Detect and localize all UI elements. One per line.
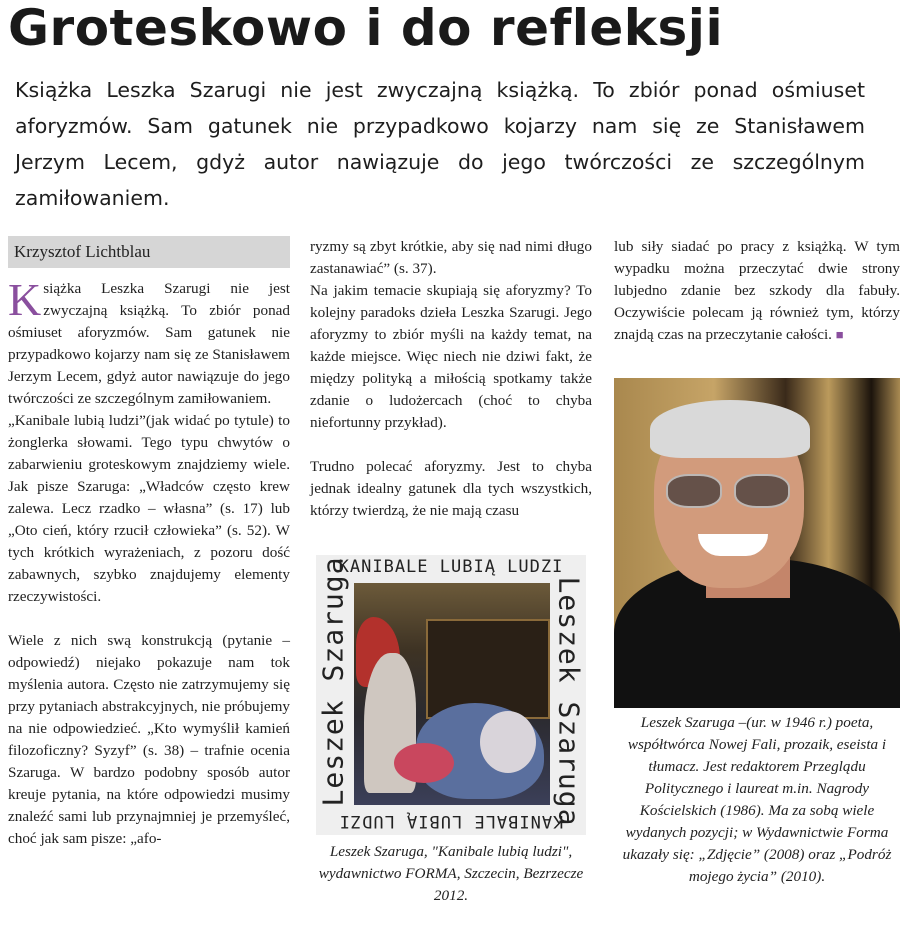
- paragraph-closing-text: lub siły siadać po pracy z książką. W tym wypadku można przeczytać dwie strony lubjedno zdanie bez szkody dla fabuły. Oczywiście polecam ją również tym, którzy znajdą czas na przeczytanie całości.: [614, 238, 900, 343]
- cover-title: KANIBALE LUBIĄ LUDZI: [338, 557, 564, 577]
- article-lead: Książka Leszka Szarugi nie jest zwyczajną książką. To zbiór ponad ośmiuset aforyzmów. Sam gatunek nie przypadkowo kojarzy nam się ze Stanisławem Jerzym Lecem, gdyż autor nawiązuje do jego twórczości ze szczególnym zamiłowaniem.: [15, 78, 865, 210]
- cover-painting: [354, 583, 550, 805]
- cover-author-left: Leszek Szaruga: [316, 556, 350, 807]
- photo-hair: [650, 400, 810, 458]
- painting-pink-shape: [394, 743, 454, 783]
- paragraph-closing: [614, 236, 900, 346]
- photo-caption: Leszek Szaruga –(ur. w 1946 r.) poeta, współtwórca Nowej Fali, prozaik, eseista i tłumacz. Jest redaktorem Przeglądu Politycznego i laureat m.in. Nagrody Kościelskich (1986). Ma za sobą wiele wydanych pozycji; w Wydawnictwie Forma ukazały się: „Zdjęcie” (2008) oraz „Podróż mojego życia” (2010).: [622, 714, 892, 885]
- column-2: [310, 236, 592, 522]
- cover-title-mirrored: KANIBALE LUBIĄ LUDZI: [338, 811, 564, 831]
- column-1: [8, 236, 290, 850]
- photo-glasses-right: [734, 474, 790, 508]
- column-3: [614, 236, 900, 346]
- author-photo: [614, 378, 900, 708]
- article-headline: Groteskowo i do refleksji: [8, 0, 724, 57]
- drop-cap: K: [8, 274, 42, 325]
- end-mark-icon: ■: [835, 327, 844, 342]
- paragraph-konstrukcja: Wiele z nich swą konstrukcją (pytanie – odpowiedź) niejako pokazuje nam tok myślenia autora. Często nie zatrzymujemy się przy pytaniach abstrakcyjnych, nie próbujemy na nie odpowiedzieć. „Kto wymyślił kamień filozoficzny? Syzyf” (s. 38) – trafnie ocenia Szaruga. W bardzo podobny sposób autor kreuje pytania, na które odpowiedzi musimy znaleźć sami lub przynajmniej je przemyśleć, choć jak sam pisze: „afo-: [8, 632, 290, 847]
- book-caption: Leszek Szaruga, "Kanibale lubią ludzi", wydawnictwo FORMA, Szczecin, Bezrzecze 2012.: [318, 843, 584, 904]
- book-cover-image: [316, 555, 586, 835]
- author-byline: Krzysztof Lichtblau: [8, 236, 290, 268]
- paragraph-polecac: Trudno polecać aforyzmy. Jest to chyba jednak idealny gatunek dla tych wszystkich, którzy twierdzą, że nie mają czasu: [310, 458, 592, 519]
- paragraph-intro-text: siążka Leszka Szarugi nie jest zwyczajną książką. To zbiór ponad ośmiuset aforyzmów. Sam gatunek nie przypadkowo kojarzy nam się ze Stanisławem Jerzym Lecem, gdyż autor nawiązuje do jego twórczości ze szczególnym zamiłowaniem.: [8, 280, 290, 407]
- photo-figure: [614, 378, 900, 918]
- paragraph-temat: Na jakim temacie skupiają się aforyzmy? To kolejny paradoks dzieła Leszka Szarugi. Jego aforyzmy to zbiór myśli na każdy temat, na każde miejsce. Więc niech nie dziwi fakt, że między polityką a miłością spotkamy także zdanie o ludożercach (choć to chyba niefortunny przykład).: [310, 282, 592, 431]
- cover-author-right: Leszek Szaruga: [552, 576, 586, 827]
- book-figure: [308, 555, 594, 915]
- photo-glasses-left: [666, 474, 722, 508]
- paragraph-continued: ryzmy są zbyt krótkie, aby się nad nimi długo zastanawiać” (s. 37).: [310, 238, 592, 277]
- photo-smile: [698, 534, 768, 556]
- paragraph-intro: [8, 274, 290, 410]
- paragraph-kanibale: „Kanibale lubią ludzi”(jak widać po tytule) to żonglerka słowami. Tego typu chwytów o zabarwieniu groteskowym znajdziemy wiele. Jak pisze Szaruga: „Władców często krew zalewa. Lecz rzadko – własna” (s. 17) lub „Oto cień, który rzucił człowieka” (s. 52). W tych krótkich wyrażeniach, z pozoru dość zabawnych, szybko znajdujemy elementy rzeczywistości.: [8, 412, 290, 605]
- painting-beast-head: [480, 711, 536, 773]
